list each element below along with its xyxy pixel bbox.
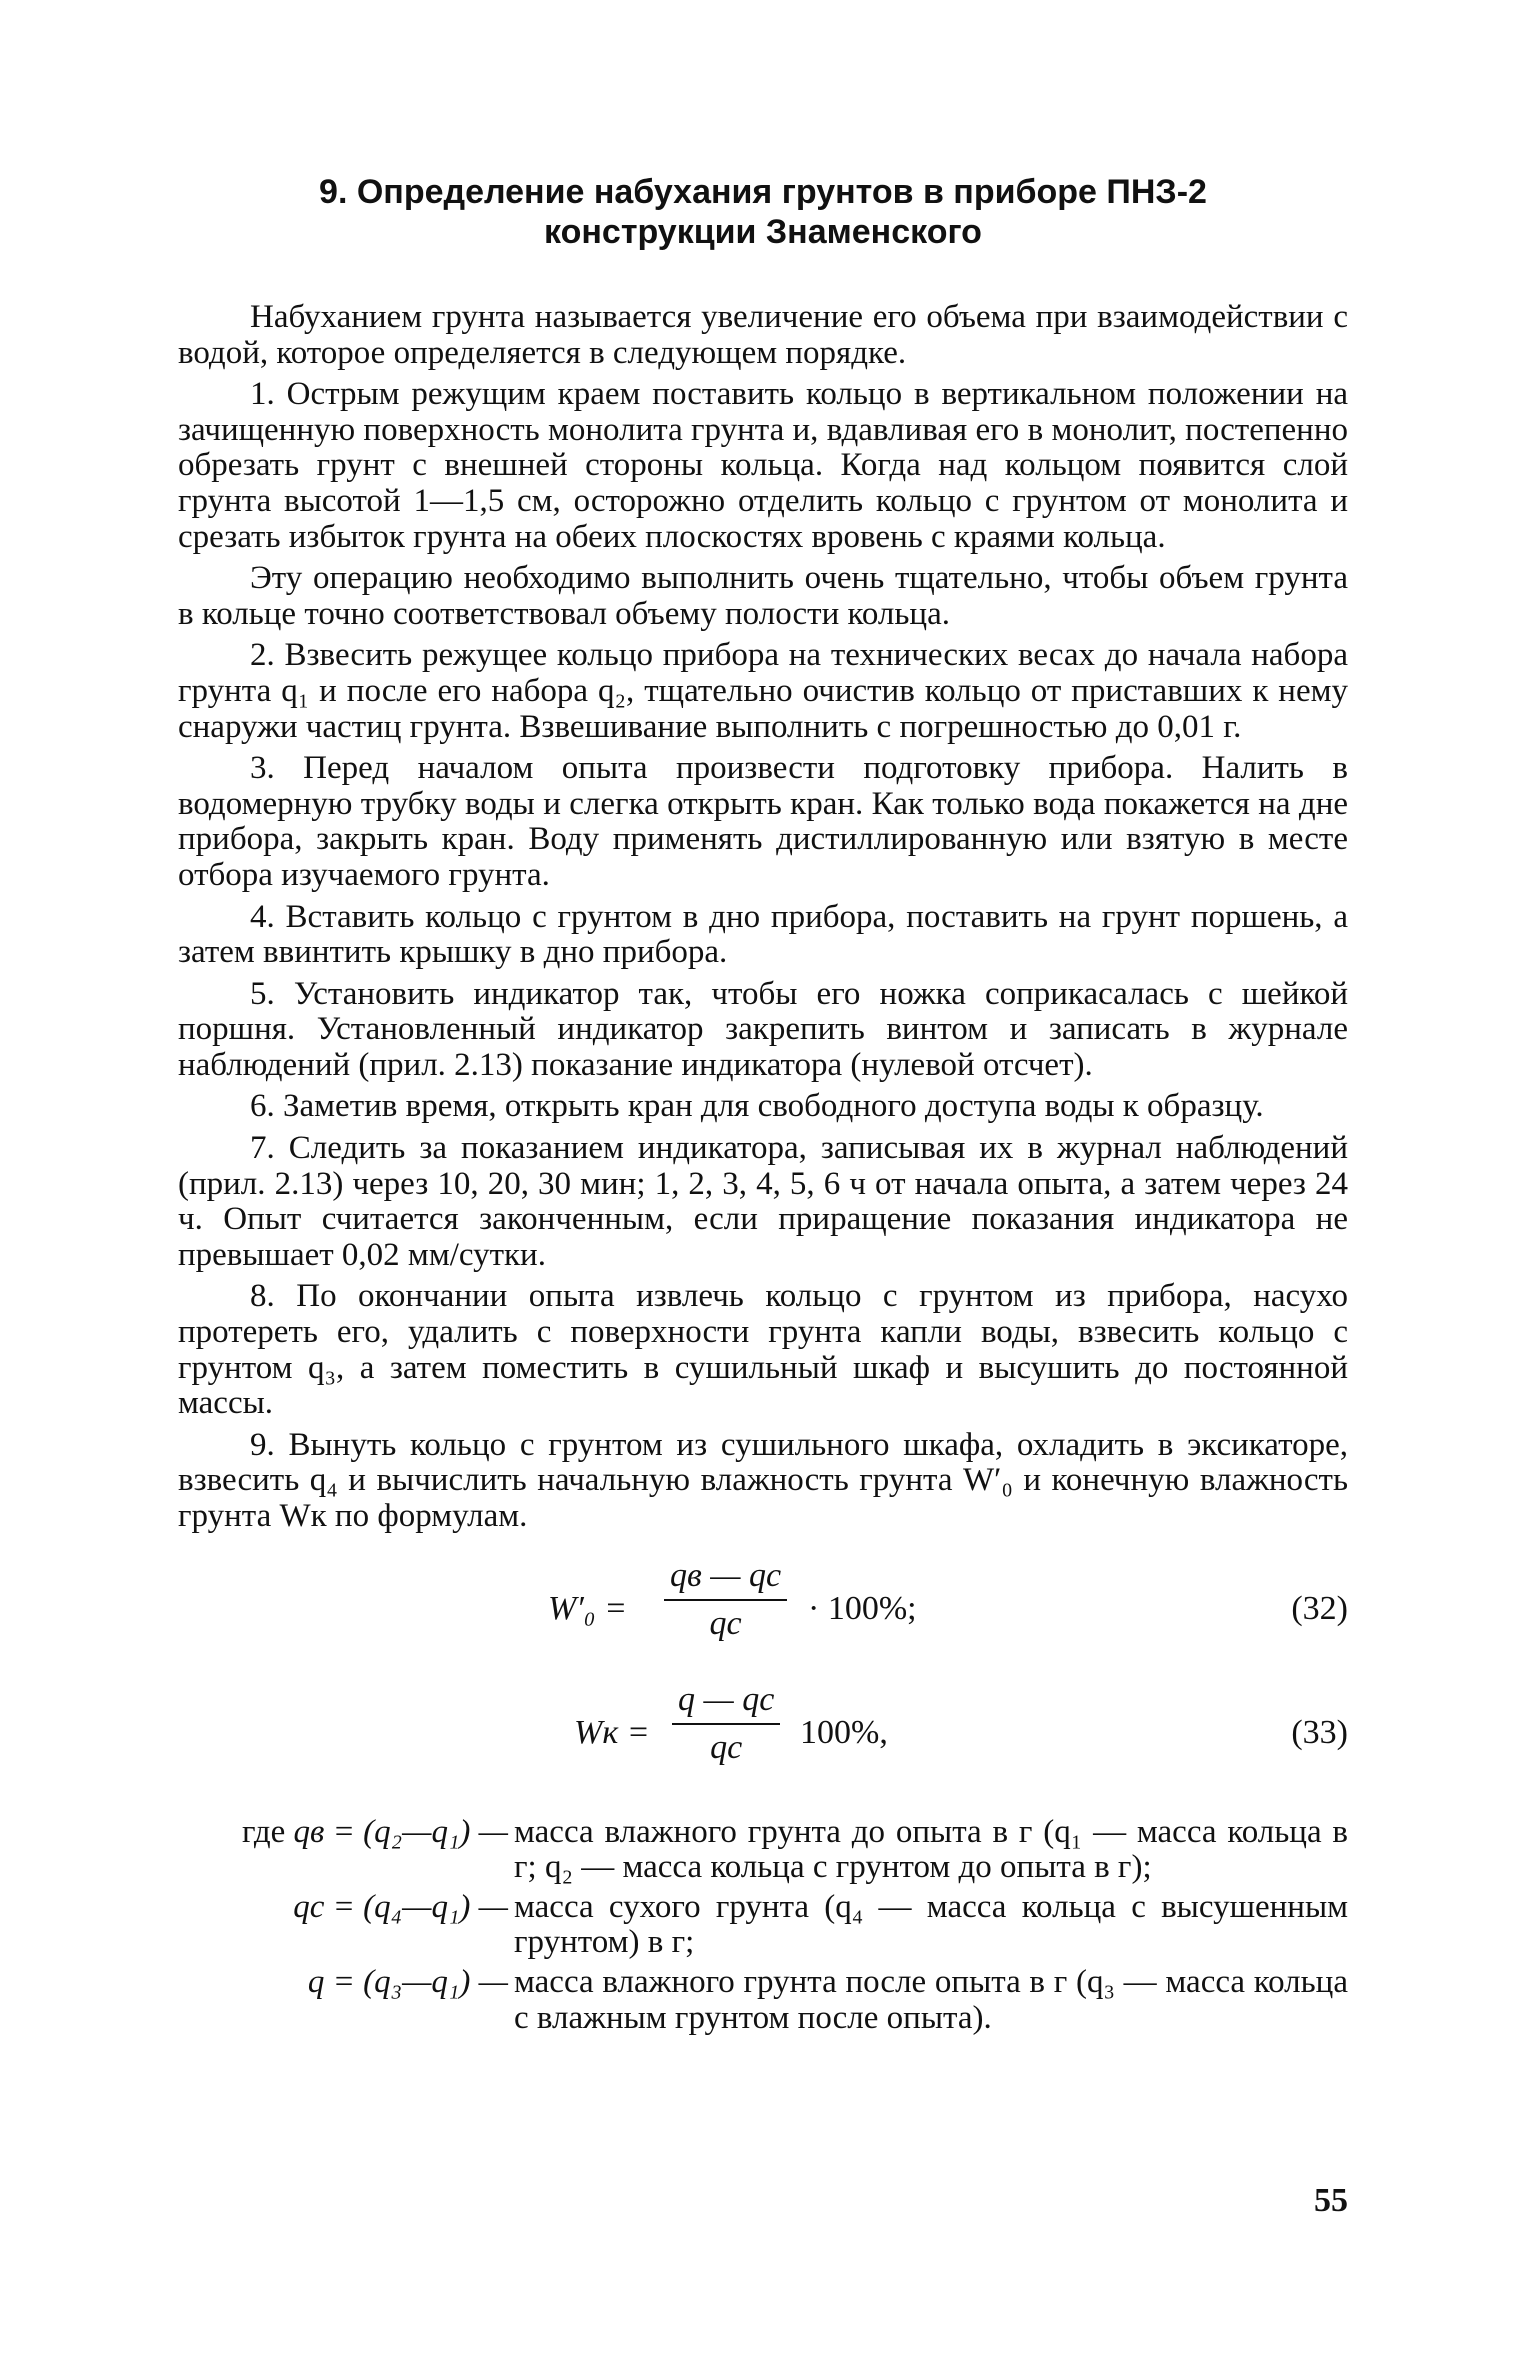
legend-term-text: qв = (q₂—q₁) — bbox=[293, 1813, 508, 1850]
paragraph-step-5: 5. Установить индикатор так, чтобы его ножка соприкасалась с шейкой поршня. Установленный индикатор закрепить винтом и записать в журнале наблюдений (прил. 2.13) показание индикатора (нулевой отсчет). bbox=[178, 975, 1348, 1083]
formula-32-fraction bbox=[664, 1553, 787, 1647]
legend-term: q = (q₃—q₁) — bbox=[307, 1963, 508, 2000]
legend-prefix: где bbox=[241, 1813, 286, 1850]
paragraph-step-8: 8. По окончании опыта извлечь кольцо с грунтом из прибора, насухо протереть его, удалить с поверхности грунта капли воды, взвесить кольцо с грунтом q₃, а затем поместить в сушильный шкаф и высушить до постоянной массы. bbox=[178, 1278, 1348, 1422]
paragraph-step-1: 1. Острым режущим краем поставить кольцо в вертикальном положении на зачищенную поверхность монолита грунта и, вдавливая его в монолит, постепенно обрезать грунт с внешней стороны кольца. Когда над кольцом появится слой грунта высотой 1—1,5 см, осторожно отделить кольцо с грунтом от монолита и срезать избыток грунта на обеих плоскостях вровень с краями кольца. bbox=[178, 376, 1348, 555]
legend-description: масса влажного грунта до опыта в г (q₁ — масса кольца в г; q₂ — масса кольца с грунтом до опыта в г); bbox=[514, 1813, 1348, 1886]
paragraph-step-2: 2. Взвесить режущее кольцо прибора на технических весах до начала набора грунта q₁ и после его набора q₂, тщательно очистив кольцо от приставших к нему снаружи частиц грунта. Взвешивание выполнить с погрешностью до 0,01 г. bbox=[178, 637, 1348, 745]
legend-row bbox=[178, 1890, 1348, 1961]
page-content bbox=[178, 172, 1348, 2040]
formula-32-number: (32) bbox=[1291, 1589, 1348, 1627]
legend-row bbox=[178, 1815, 1348, 1886]
formula-33-number: (33) bbox=[1291, 1713, 1348, 1751]
title-line-2: конструкции Знаменского bbox=[544, 213, 982, 251]
variable-legend bbox=[178, 1815, 1348, 2037]
formula-32-denominator: qс bbox=[709, 1604, 742, 1642]
formula-33-lhs: Wк = bbox=[574, 1713, 650, 1751]
paragraph-step-6: 6. Заметив время, открыть кран для свободного доступа воды к образцу. bbox=[250, 1088, 1264, 1125]
formula-33-fraction bbox=[672, 1677, 780, 1771]
formula-32 bbox=[178, 1553, 1348, 1663]
paragraph-step-3: 3. Перед началом опыта произвести подготовку прибора. Налить в водомерную трубку воды и слегка открыть кран. Как только вода покажется на дне прибора, закрыть кран. Воду применять дистиллированную или взятую в месте отбора изучаемого грунта. bbox=[178, 750, 1348, 893]
title-line-1: 9. Определение набухания грунтов в приборе ПНЗ-2 bbox=[319, 173, 1207, 211]
legend-term: qс = (q₄—q₁) — bbox=[293, 1888, 508, 1925]
paragraph-step-9: 9. Вынуть кольцо с грунтом из сушильного шкафа, охладить в эксикаторе, взвесить q₄ и вычислить начальную влажность грунта W′₀ и конечную влажность грунта Wк по формулам. bbox=[178, 1426, 1348, 1534]
legend-description: масса влажного грунта после опыта в г (q₃ — масса кольца с влажным грунтом после опыта). bbox=[514, 1963, 1348, 2036]
legend-description: масса сухого грунта (q₄ — масса кольца с высушенным грунтом) в г; bbox=[514, 1888, 1348, 1961]
paragraph-step-4: 4. Вставить кольцо с грунтом в дно прибора, поставить на грунт поршень, а затем ввинтить крышку в дно прибора. bbox=[178, 898, 1348, 971]
formula-32-tail: · 100%; bbox=[808, 1589, 917, 1627]
paragraph-step-7: 7. Следить за показанием индикатора, записывая их в журнал наблюдений (прил. 2.13) через 10, 20, 30 мин; 1, 2, 3, 4, 5, 6 ч от начала опыта, а затем через 24 ч. Опыт считается законченным, если приращение показания индикатора не превышает 0,02 мм/сутки. bbox=[178, 1130, 1348, 1273]
legend-term bbox=[178, 1815, 514, 1886]
formula-33-numerator: q — qс bbox=[672, 1677, 780, 1725]
page-number: 55 bbox=[1314, 2182, 1348, 2219]
formula-32-numerator: qв — qс bbox=[664, 1553, 787, 1601]
formula-33 bbox=[178, 1677, 1348, 1787]
section-title bbox=[178, 172, 1348, 252]
paragraph-step-1-note: Эту операцию необходимо выполнить очень тщательно, чтобы объем грунта в кольце точно соответствовал объему полости кольца. bbox=[178, 560, 1348, 632]
formula-33-denominator: qс bbox=[710, 1728, 743, 1766]
formula-32-lhs: W′₀ = bbox=[548, 1589, 628, 1627]
legend-row bbox=[178, 1965, 1348, 2036]
paragraph-intro: Набуханием грунта называется увеличение его объема при взаимодействии с водой, которое определяется в следующем порядке. bbox=[178, 299, 1348, 371]
formula-33-tail: 100%, bbox=[800, 1713, 888, 1751]
